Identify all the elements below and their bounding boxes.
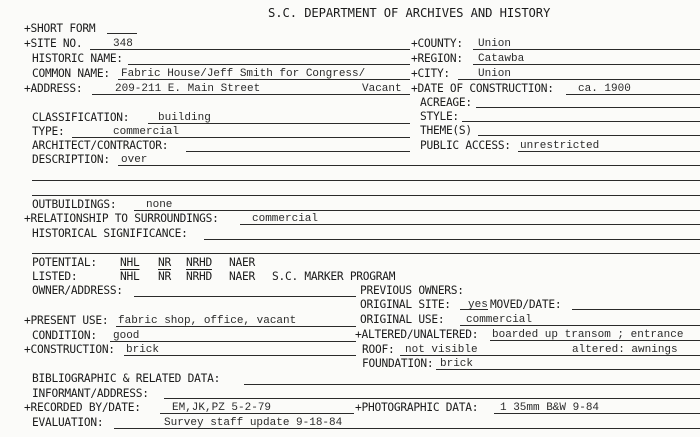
public-access-label: PUBLIC ACCESS: (420, 139, 511, 152)
outbuildings-label: OUTBUILDINGS: (32, 198, 117, 211)
outbuildings-line (134, 210, 700, 211)
address-status: Vacant (362, 83, 402, 95)
condition-value: good (113, 330, 140, 342)
present-use-value: fabric shop, office, vacant (118, 315, 297, 327)
roof-altered: altered: awnings (572, 344, 678, 356)
description-value: over (121, 154, 148, 166)
roof-label: ROOF: (362, 343, 395, 356)
region-label: +REGION: (411, 52, 463, 65)
recorded-label: +RECORDED BY/DATE: (24, 401, 141, 414)
original-site-value: yes (468, 299, 488, 311)
potential-label: POTENTIAL: (32, 256, 97, 269)
county-value: Union (478, 38, 512, 50)
site-no-line (90, 49, 410, 50)
description-line-3 (32, 195, 700, 196)
region-value: Catawba (478, 53, 525, 65)
type-label: TYPE: (32, 125, 65, 138)
moved-label: MOVED/DATE: (490, 298, 562, 311)
date-value: ca. 1900 (578, 83, 631, 95)
type-value: commercial (113, 126, 180, 138)
foundation-label: FOUNDATION: (362, 357, 434, 370)
city-label: +CITY: (411, 67, 450, 80)
construction-line (124, 355, 356, 356)
historical-significance-line-2 (32, 253, 700, 254)
photographic-label: +PHOTOGRAPHIC DATA: (355, 401, 479, 414)
historical-significance-line-1 (204, 239, 700, 240)
relationship-label: +RELATIONSHIP TO SURROUNDINGS: (24, 212, 219, 225)
date-label: +DATE OF CONSTRUCTION: (411, 82, 554, 95)
style-line (462, 121, 700, 122)
biblio-line (244, 384, 700, 385)
original-site-line (460, 309, 488, 310)
classification-value: building (158, 112, 211, 124)
photographic-line (494, 413, 700, 414)
evaluation-line (114, 428, 700, 429)
address-value: 209-211 E. Main Street (115, 83, 261, 95)
theme-line (478, 135, 700, 136)
site-no-value: 348 (113, 38, 133, 50)
listed-nr: $\overline{NR}$ (158, 270, 171, 283)
moved-line (572, 309, 700, 310)
form-title: S.C. DEPARTMENT OF ARCHIVES AND HISTORY (268, 6, 551, 20)
construction-label: +CONSTRUCTION: (24, 343, 115, 356)
historical-significance-label: HISTORICAL SIGNIFICANCE: (32, 227, 188, 240)
public-access-line (518, 151, 700, 152)
present-use-label: +PRESENT USE: (24, 314, 109, 327)
altered-value: boarded up transom ; entrance (492, 329, 684, 341)
potential-naer: NAER (229, 256, 255, 269)
construction-value: brick (126, 344, 160, 356)
owner-label: OWNER/ADDRESS: (32, 284, 123, 297)
foundation-value: brick (440, 358, 474, 370)
architect-label: ARCHITECT/CONTRACTOR: (32, 139, 169, 152)
acreage-line (476, 107, 700, 108)
site-no-label: +SITE NO. (24, 37, 83, 50)
description-line-2 (32, 180, 700, 181)
condition-line (110, 341, 356, 342)
region-line (473, 64, 700, 65)
listed-label: LISTED: (32, 270, 78, 283)
common-name-value: Fabric House/Jeff Smith for Congress/ (121, 68, 366, 80)
owner-line (134, 296, 356, 297)
listed-naer: NAER (229, 270, 255, 283)
historic-name-line (128, 64, 410, 65)
potential-nhl: NHL (120, 256, 140, 269)
potential-nrhd: NRHD (186, 256, 212, 269)
foundation-line (436, 369, 700, 370)
original-use-value: commercial (466, 314, 533, 326)
public-access-value: unrestricted (520, 140, 600, 152)
outbuildings-value: none (146, 199, 173, 211)
recorded-value: EM,JK,PZ 5-2-79 (172, 402, 272, 414)
listed-nrhd: NRHD (186, 270, 212, 283)
city-line (458, 79, 700, 80)
architect-line (186, 151, 410, 152)
original-use-line (460, 325, 700, 326)
roof-line (400, 355, 700, 356)
marker-program: S.C. MARKER PROGRAM (272, 270, 396, 283)
listed-nhl: $\overline{NHL}$ (120, 270, 140, 283)
photographic-value: 1 35mm B&W 9-84 (500, 402, 600, 414)
address-line (92, 94, 410, 95)
previous-owners-label: PREVIOUS OWNERS: (360, 284, 464, 297)
classification-label: CLASSIFICATION: (32, 111, 130, 124)
county-label: +COUNTY: (411, 37, 463, 50)
acreage-label: ACREAGE: (420, 96, 472, 109)
classification-line (148, 123, 410, 124)
short-form-label: +SHORT FORM (24, 22, 96, 35)
recorded-line (160, 413, 354, 414)
city-value: Union (478, 68, 512, 80)
common-name-label: COMMON NAME: (32, 67, 110, 80)
biblio-label: BIBLIOGRAPHIC & RELATED DATA: (32, 372, 221, 385)
date-line (566, 94, 700, 95)
informant-line (164, 398, 700, 399)
historic-name-label: HISTORIC NAME: (32, 52, 123, 65)
potential-nr: NR (158, 256, 171, 269)
original-use-label: ORIGINAL USE: (360, 313, 445, 326)
relationship-line (240, 224, 700, 225)
condition-label: CONDITION: (32, 329, 97, 342)
description-label: DESCRIPTION: (32, 153, 110, 166)
theme-label: THEME(S) (420, 124, 472, 137)
altered-label: +ALTERED/UNALTERED: (355, 328, 479, 341)
relationship-value: commercial (252, 213, 319, 225)
short-form-line (107, 33, 137, 34)
original-site-label: ORIGINAL SITE: (360, 298, 451, 311)
informant-label: INFORMANT/ADDRESS: (32, 387, 149, 400)
evaluation-value: Survey staff update 9-18-84 (164, 417, 343, 429)
roof-value: not visible (405, 344, 478, 356)
style-label: STYLE: (420, 110, 459, 123)
common-name-line (118, 79, 410, 80)
description-line-1 (118, 165, 700, 166)
address-label: +ADDRESS: (24, 82, 83, 95)
evaluation-label: EVALUATION: (32, 416, 104, 429)
county-line (473, 49, 700, 50)
present-use-line (116, 326, 356, 327)
type-line (72, 137, 410, 138)
altered-line (490, 340, 700, 341)
